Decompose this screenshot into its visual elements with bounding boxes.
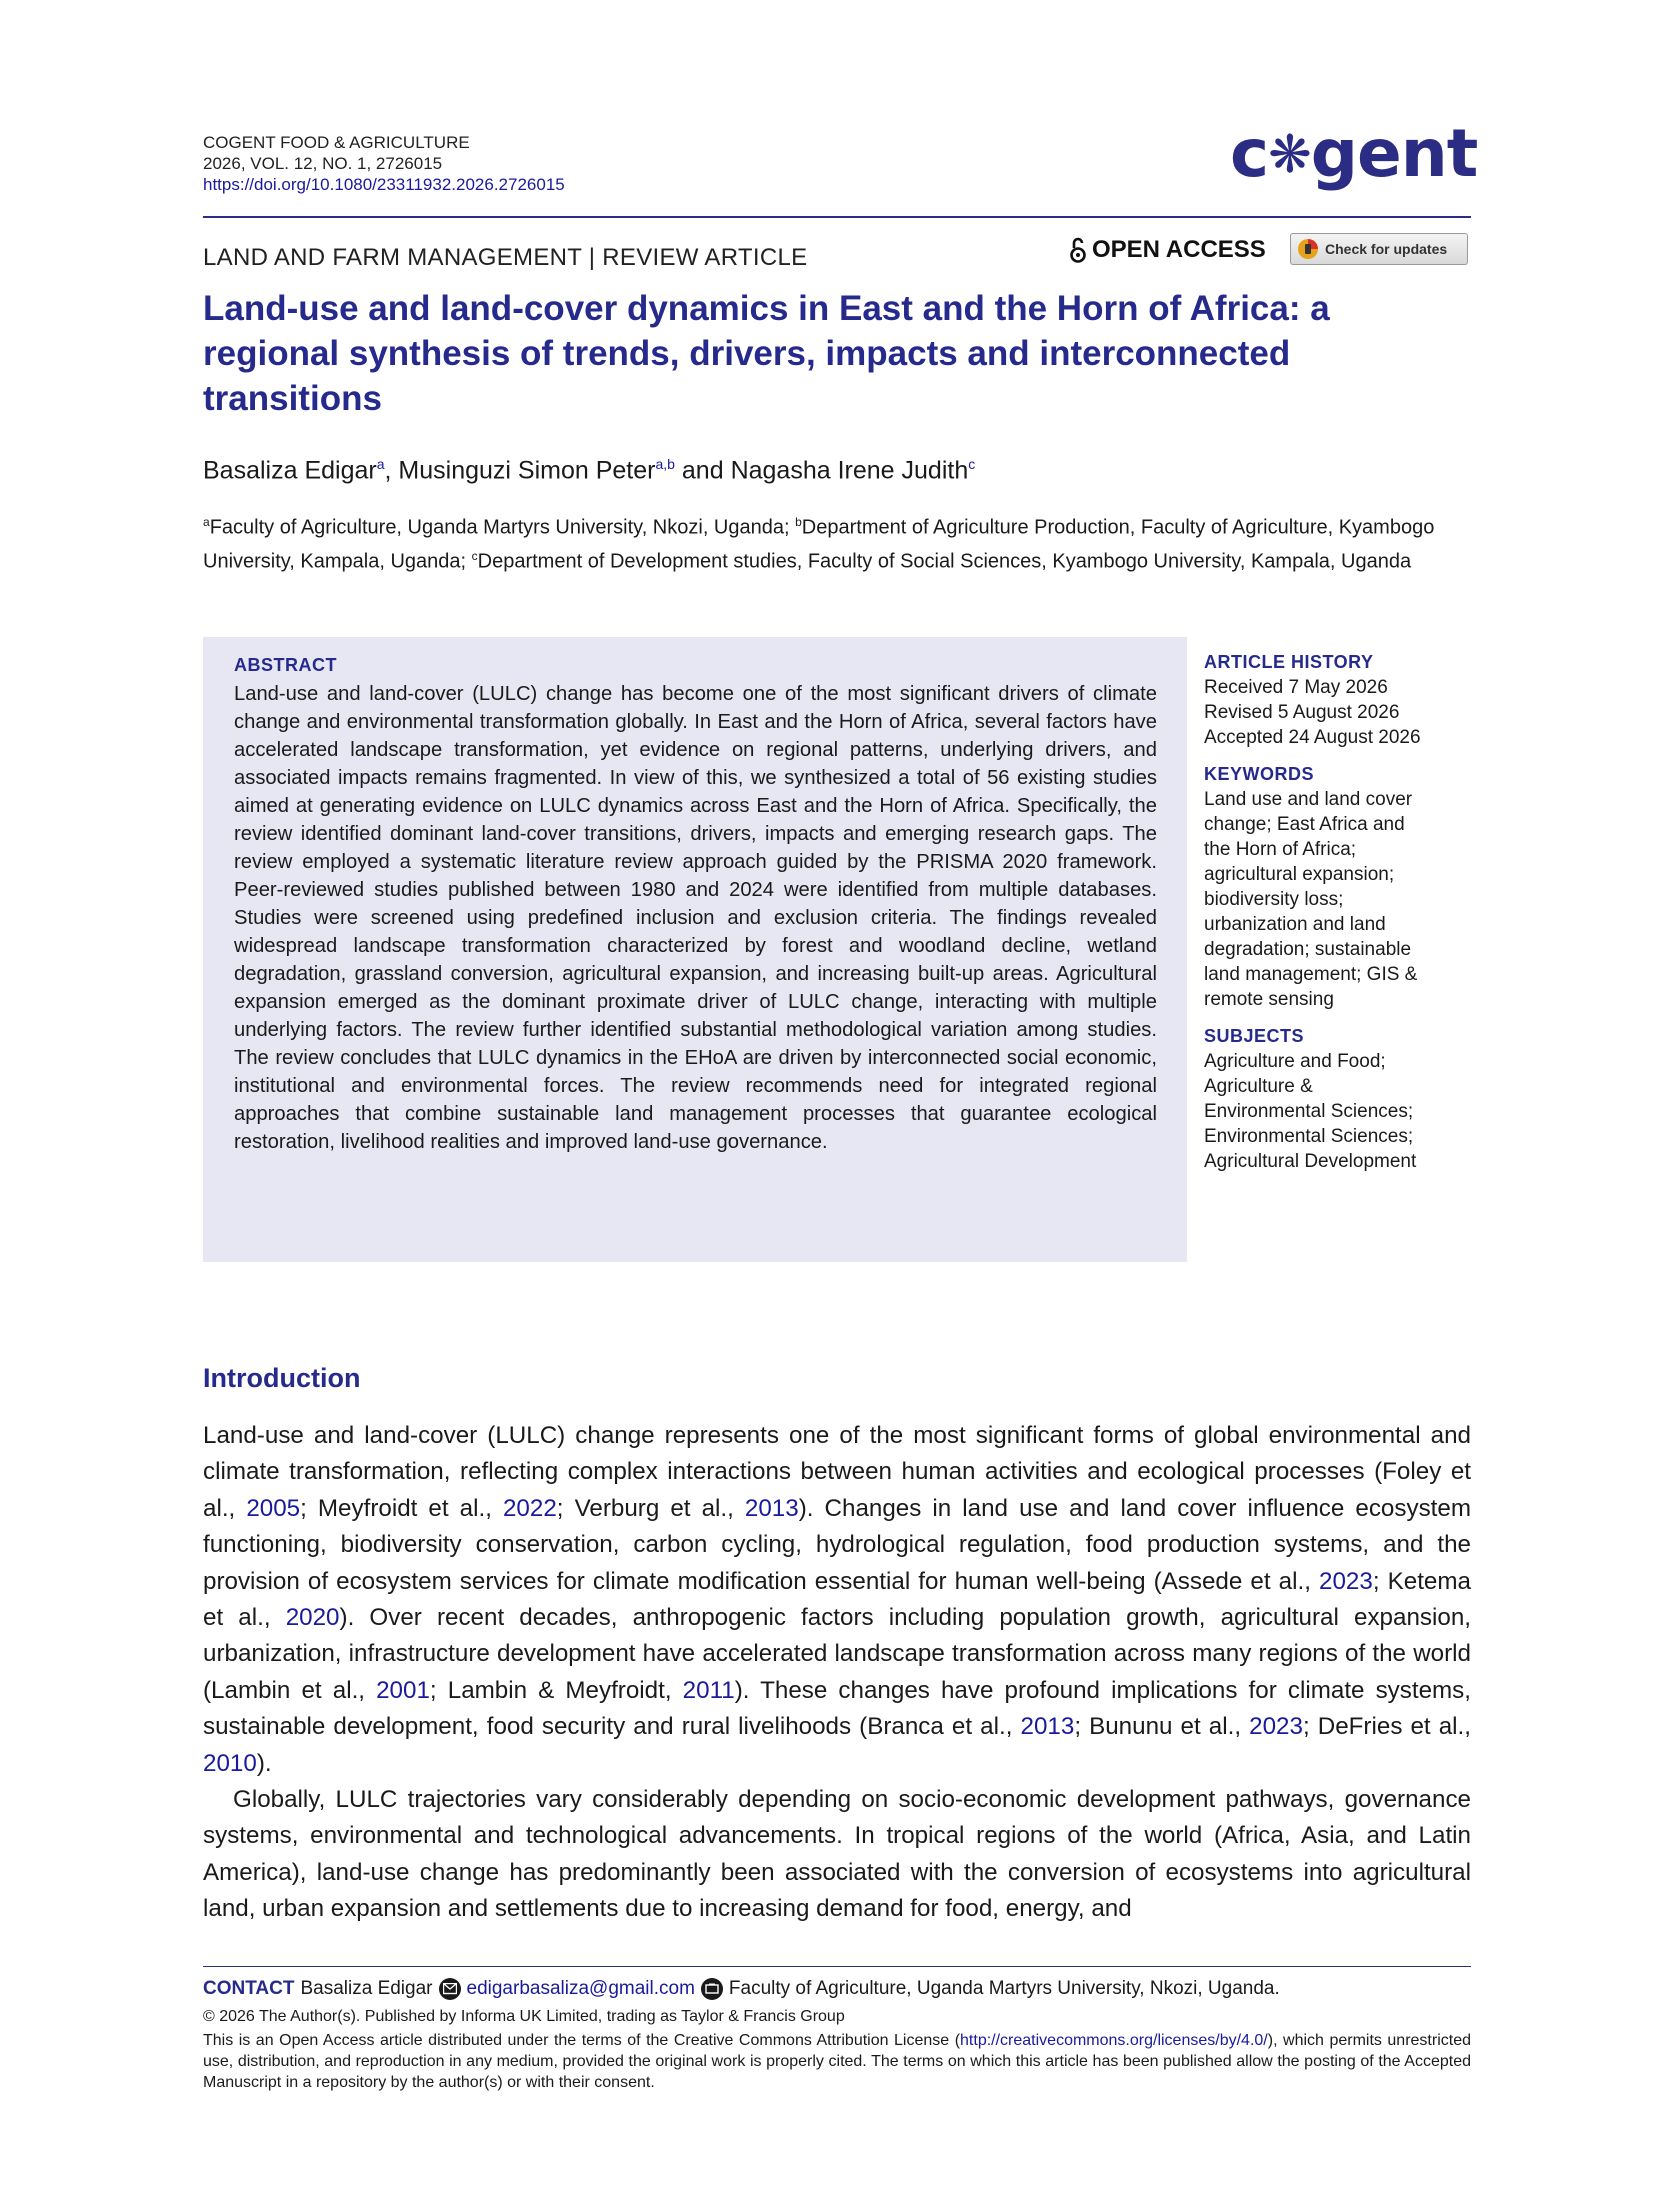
author-affiliation-mark: c	[968, 456, 976, 472]
license-link[interactable]: http://creativecommons.org/licenses/by/4.0/	[960, 2032, 1268, 2049]
citation-link[interactable]: 2022	[502, 1494, 557, 1522]
citation-link[interactable]: 2023	[1319, 1567, 1373, 1595]
citation-link[interactable]: 2011	[682, 1676, 735, 1704]
keywords-heading: KEYWORDS	[1204, 764, 1315, 784]
crossmark-icon	[1297, 238, 1319, 260]
introduction-heading: Introduction	[203, 1363, 361, 1393]
footer-divider	[203, 1966, 1471, 1967]
affiliation-a: Faculty of Agriculture, Uganda Martyrs University, Nkozi, Uganda;	[209, 516, 796, 539]
affiliation-c: Department of Development studies, Faculty of Social Sciences, Kyambogo University, Kampala, Uganda	[477, 550, 1412, 573]
article-metadata-sidebar	[1204, 652, 1474, 1188]
article-history-heading: ARTICLE HISTORY	[1204, 652, 1374, 672]
journal-name: COGENT FOOD & AGRICULTURE	[203, 133, 470, 152]
license-text: This is an Open Access article distributed under the terms of the Creative Commons Attribution License (http://creativecommons.org/licenses/by/4.0/), which permits unrestricted use, distribution, and reproduction in any medium, provided the original work is properly cited. The terms on which this article has been published allow the posting of the Accepted Manuscript in a repository by the author(s) or with their consent.	[203, 2032, 1472, 2091]
citation-link[interactable]: 2010	[203, 1749, 257, 1777]
affiliations: $^a$Faculty of Agriculture, Uganda Martyrs University, Nkozi, Uganda; $^b$Department of Agriculture Production, Faculty of Agriculture, Kyambogo University, Kampala, Uganda; $^c$Department of Development studies, Faculty of Social Sciences, Kyambogo University, Kampala, Uganda	[203, 515, 1435, 573]
keywords: Land use and land cover change; East Africa and the Horn of Africa; agricultural expansion; biodiversity loss; urbanization and land degradation; sustainable land management; GIS & remote sensing	[1204, 789, 1418, 1010]
contact-email-link[interactable]: edigarbasaliza@gmail.com	[466, 1978, 695, 1999]
abstract-box	[203, 637, 1187, 1262]
citation-link[interactable]: 2005	[246, 1494, 301, 1522]
subjects-heading: SUBJECTS	[1204, 1026, 1305, 1046]
open-lock-icon	[1070, 237, 1086, 263]
email-icon	[439, 1978, 461, 2000]
journal-volume: 2026, VOL. 12, NO. 1, 2726015	[203, 154, 443, 173]
check-for-updates-button[interactable]	[1290, 233, 1468, 265]
contact-name: Basaliza Edigar	[300, 1978, 433, 1999]
author-name[interactable]: Musinguzi Simon Peter	[398, 456, 656, 485]
author-name[interactable]: Nagasha Irene Judith	[730, 456, 969, 485]
header-divider	[203, 216, 1471, 218]
author-affiliation-mark: a,b	[655, 456, 675, 472]
author-affiliation-mark: a	[376, 456, 385, 472]
contact-line	[203, 1978, 1280, 2000]
open-access-badge	[1070, 236, 1266, 264]
doi-link[interactable]: https://doi.org/10.1080/23311932.2026.2726015	[203, 175, 565, 194]
introduction-paragraph-2: Globally, LULC trajectories vary considerably depending on socio-economic development pathways, governance systems, environmental and technological advancements. In tropical regions of the world (Africa, Asia, and Latin America), land-use change has predominantly been associated with the conversion of ecosystems into agricultural land, urban expansion and settlements due to increasing demand for food, energy, and	[203, 1786, 1471, 1923]
article-title: Land-use and land-cover dynamics in East and the Horn of Africa: a regional synthesis of trends, drivers, impacts and interconnected transitions	[203, 289, 1330, 418]
open-access-label: OPEN ACCESS	[1092, 236, 1266, 263]
contact-address: Faculty of Agriculture, Uganda Martyrs University, Nkozi, Uganda.	[728, 1978, 1280, 1999]
section-label: LAND AND FARM MANAGEMENT | REVIEW ARTICLE	[203, 244, 808, 271]
article-history: Received 7 May 2026 Revised 5 August 2026 Accepted 24 August 2026	[1204, 677, 1421, 748]
citation-link[interactable]: 2020	[285, 1604, 340, 1632]
check-for-updates-label: Check for updates	[1325, 241, 1448, 257]
address-icon	[701, 1978, 723, 2000]
abstract-text: Land-use and land-cover (LULC) change has become one of the most significant drivers of climate change and environmental transformation globally. In East and the Horn of Africa, several factors have accelerated landscape transformation, yet evidence on regional patterns, underlying drivers, and associated impacts remains fragmented. In view of this, we synthesized a total of 56 existing studies aimed at generating evidence on LULC dynamics across East and the Horn of Africa. Specifically, the review identified dominant land-cover transitions, drivers, impacts and emerging research gaps. The review employed a systematic literature review approach guided by the PRISMA 2020 framework. Peer-reviewed studies published between 1980 and 2024 were identified from multiple databases. Studies were screened using predefined inclusion and exclusion criteria. The findings revealed widespread landscape transformation characterized by forest and woodland decline, wetland degradation, grassland conversion, agricultural expansion, and increasing built-up areas. Agricultural expansion emerged as the dominant proximate driver of LULC change, interacting with multiple underlying factors. The review further identified substantial methodological variation among studies. The review concludes that LULC dynamics in the EHoA are driven by interconnected social economic, institutional and environmental forces. The review recommends need for integrated regional approaches that combine sustainable land management processes that guarantee ecological restoration, livelihood realities and improved land-use governance.	[234, 683, 1157, 1153]
author-list: Basaliza Edigar$^a$, Musinguzi Simon Peter$^{a,b}$ and Nagasha Irene Judith$^c$	[203, 456, 976, 485]
cogent-logo: c❋gent	[1230, 115, 1478, 192]
abstract-heading: ABSTRACT	[234, 655, 337, 675]
citation-link[interactable]: 2013	[1020, 1713, 1075, 1741]
affiliation-b: Department of Agriculture Production, Faculty of Agriculture, Kyambogo University, Kampala, Uganda;	[203, 516, 1435, 573]
logo-star-icon: ❋	[1268, 125, 1311, 185]
citation-link[interactable]: 2023	[1249, 1713, 1303, 1741]
author-name[interactable]: Basaliza Edigar	[203, 456, 377, 485]
citation-link[interactable]: 2013	[744, 1494, 799, 1522]
subjects: Agriculture and Food; Agriculture & Environmental Sciences; Environmental Sciences; Agricultural Development	[1204, 1051, 1417, 1172]
journal-info	[203, 132, 565, 195]
introduction-paragraph-1: Land-use and land-cover (LULC) change represents one of the most significant forms of global environmental and climate transformation, reflecting complex interactions between human activities and ecological processes (Foley et al., 2005; Meyfroidt et al., 2022; Verburg et al., 2013). Changes in land use and land cover influence ecosystem functioning, biodiversity conservation, carbon cycling, hydrological regulation, food production systems, and the provision of ecosystem services for climate modification essential for human well-being (Assede et al., 2023; Ketema et al., 2020). Over recent decades, anthropogenic factors including population growth, agricultural expansion, urbanization, infrastructure development have accelerated landscape transformation across many regions of the world (Lambin et al., 2001; Lambin & Meyfroidt, 2011). These changes have profound implications for climate systems, sustainable development, food security and rural livelihoods (Branca et al., 2013; Bununu et al., 2023; DeFries et al., 2010).	[203, 1422, 1471, 1777]
copyright-notice: © 2026 The Author(s). Published by Informa UK Limited, trading as Taylor & Francis Group	[203, 2008, 845, 2025]
citation-link[interactable]: 2001	[376, 1676, 430, 1704]
contact-label: CONTACT	[203, 1978, 295, 1999]
